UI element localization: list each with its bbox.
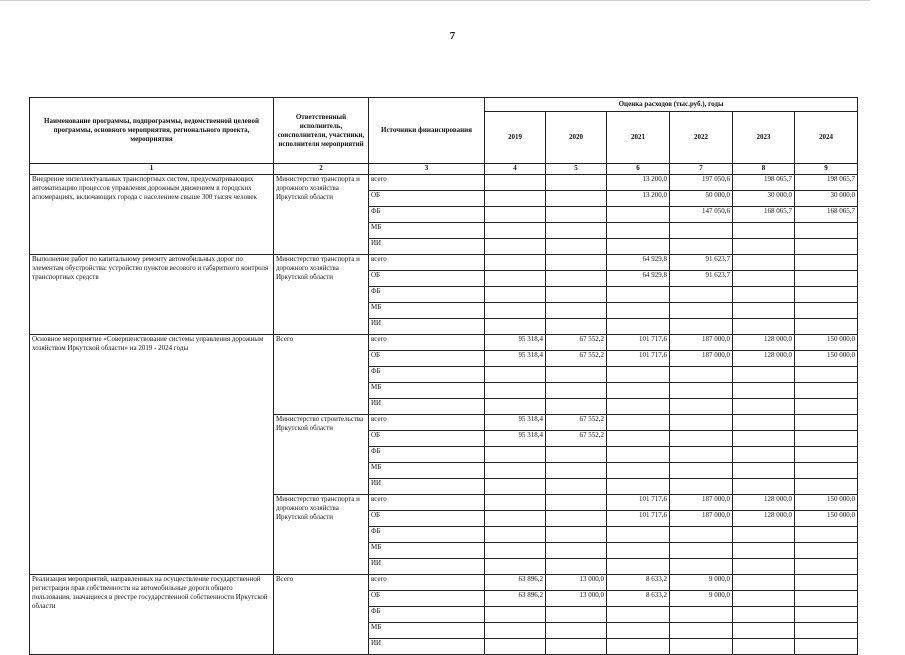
amount-cell: 30 000,0 [795, 191, 858, 207]
funding-source: ФБ [369, 207, 485, 223]
amount-cell: 13 000,0 [546, 575, 607, 591]
amount-cell [670, 287, 733, 303]
funding-source: ИИ [369, 239, 485, 255]
funding-source: ОБ [369, 431, 485, 447]
amount-cell: 101 717,6 [607, 511, 670, 527]
amount-cell [485, 223, 546, 239]
header-estimate: Оценка расходов (тыс.руб.), годы [485, 98, 858, 112]
amount-cell: 67 552,2 [546, 335, 607, 351]
amount-cell [485, 303, 546, 319]
funding-source: МБ [369, 223, 485, 239]
amount-cell: 187 000,0 [670, 495, 733, 511]
amount-cell [485, 639, 546, 655]
funding-source: всего [369, 175, 485, 191]
amount-cell [485, 527, 546, 543]
amount-cell [795, 463, 858, 479]
funding-source: МБ [369, 623, 485, 639]
amount-cell [546, 319, 607, 335]
amount-cell: 150 000,0 [795, 495, 858, 511]
column-index: 5 [546, 164, 607, 175]
amount-cell [733, 591, 795, 607]
amount-cell [795, 415, 858, 431]
activity-name: Выполнение работ по капитальному ремонту автомобильных дорог по элементам обустройства: устройство пунктов весового и габаритного контроля транспортных средств [30, 255, 274, 335]
header-year: 2021 [607, 112, 670, 164]
amount-cell [546, 511, 607, 527]
amount-cell [670, 223, 733, 239]
amount-cell [733, 287, 795, 303]
amount-cell: 9 000,0 [670, 591, 733, 607]
amount-cell [607, 223, 670, 239]
funding-source: всего [369, 255, 485, 271]
funding-source: всего [369, 495, 485, 511]
amount-cell: 64 929,8 [607, 271, 670, 287]
header-year: 2024 [795, 112, 858, 164]
amount-cell [670, 447, 733, 463]
responsible-executor: Министерство транспорта и дорожного хозяйства Иркутской области [274, 255, 369, 335]
amount-cell: 150 000,0 [795, 511, 858, 527]
amount-cell [733, 607, 795, 623]
table-row [30, 335, 858, 351]
amount-cell [546, 271, 607, 287]
amount-cell [546, 191, 607, 207]
amount-cell: 187 000,0 [670, 511, 733, 527]
amount-cell: 95 318,4 [485, 351, 546, 367]
amount-cell: 168 065,7 [795, 207, 858, 223]
amount-cell [546, 559, 607, 575]
funding-source: МБ [369, 303, 485, 319]
funding-source: всего [369, 575, 485, 591]
amount-cell [607, 383, 670, 399]
amount-cell [607, 319, 670, 335]
amount-cell [607, 479, 670, 495]
amount-cell [607, 639, 670, 655]
activity-name: Реализация мероприятий, направленных на осуществление государственной регистрации прав собственности на автомобильные дороги общего пользования, значащиеся в реестре государственной собственности Иркутской области [30, 575, 274, 655]
amount-cell [607, 431, 670, 447]
amount-cell [795, 255, 858, 271]
amount-cell [485, 495, 546, 511]
responsible-executor: Министерство транспорта и дорожного хозяйства Иркутской области [274, 495, 369, 575]
budget-table [29, 97, 858, 655]
amount-cell [670, 527, 733, 543]
amount-cell [733, 255, 795, 271]
amount-cell [485, 239, 546, 255]
amount-cell [733, 223, 795, 239]
amount-cell [485, 271, 546, 287]
amount-cell [733, 463, 795, 479]
amount-cell [670, 367, 733, 383]
amount-cell [485, 463, 546, 479]
amount-cell: 95 318,4 [485, 335, 546, 351]
amount-cell [670, 623, 733, 639]
amount-cell [795, 591, 858, 607]
funding-source: ФБ [369, 287, 485, 303]
amount-cell [485, 447, 546, 463]
amount-cell [733, 575, 795, 591]
amount-cell [485, 319, 546, 335]
table-row [30, 255, 858, 271]
amount-cell [670, 463, 733, 479]
amount-cell [733, 271, 795, 287]
amount-cell: 150 000,0 [795, 335, 858, 351]
amount-cell [670, 415, 733, 431]
header-year: 2022 [670, 112, 733, 164]
amount-cell [670, 639, 733, 655]
amount-cell: 128 000,0 [733, 351, 795, 367]
amount-cell [607, 303, 670, 319]
funding-source: ФБ [369, 527, 485, 543]
amount-cell [795, 479, 858, 495]
funding-source: ОБ [369, 511, 485, 527]
amount-cell [733, 447, 795, 463]
amount-cell [546, 367, 607, 383]
funding-source: ОБ [369, 191, 485, 207]
amount-cell [670, 479, 733, 495]
amount-cell: 9 000,0 [670, 575, 733, 591]
amount-cell [546, 207, 607, 223]
amount-cell [733, 527, 795, 543]
funding-source: ИИ [369, 319, 485, 335]
amount-cell [733, 399, 795, 415]
amount-cell [733, 367, 795, 383]
amount-cell [546, 479, 607, 495]
amount-cell [546, 543, 607, 559]
amount-cell [795, 399, 858, 415]
amount-cell [795, 383, 858, 399]
responsible-executor: Министерство транспорта и дорожного хозяйства Иркутской области [274, 175, 369, 255]
amount-cell: 198 065,7 [795, 175, 858, 191]
amount-cell [795, 303, 858, 319]
amount-cell [485, 559, 546, 575]
amount-cell [485, 367, 546, 383]
amount-cell [607, 207, 670, 223]
amount-cell [795, 559, 858, 575]
header-year: 2019 [485, 112, 546, 164]
amount-cell [607, 239, 670, 255]
amount-cell [607, 543, 670, 559]
header-source: Источники финансирования [369, 98, 485, 164]
amount-cell [795, 287, 858, 303]
funding-source: ИИ [369, 479, 485, 495]
amount-cell [670, 319, 733, 335]
header-name: Наименование программы, подпрограммы, ведомственной целевой программы, основного мероприятия, регионального проекта, мероприятия [30, 98, 274, 164]
amount-cell [546, 223, 607, 239]
amount-cell [795, 543, 858, 559]
funding-source: МБ [369, 543, 485, 559]
funding-source: МБ [369, 463, 485, 479]
column-index: 4 [485, 164, 546, 175]
activity-name: Основное мероприятие «Совершенствование системы управления дорожным хозяйством Иркутской области» на 2019 - 2024 годы [30, 335, 274, 575]
column-index: 2 [274, 164, 369, 175]
amount-cell [485, 543, 546, 559]
page-number: 7 [449, 30, 456, 42]
amount-cell [795, 223, 858, 239]
amount-cell [546, 639, 607, 655]
funding-source: ОБ [369, 591, 485, 607]
amount-cell: 30 000,0 [733, 191, 795, 207]
funding-source: ИИ [369, 399, 485, 415]
amount-cell [485, 175, 546, 191]
amount-cell [795, 639, 858, 655]
amount-cell: 128 000,0 [733, 335, 795, 351]
amount-cell [485, 191, 546, 207]
amount-cell: 187 000,0 [670, 335, 733, 351]
responsible-executor: Всего [274, 575, 369, 655]
amount-cell [607, 559, 670, 575]
amount-cell [607, 623, 670, 639]
column-index: 8 [733, 164, 795, 175]
amount-cell [546, 383, 607, 399]
amount-cell [733, 479, 795, 495]
amount-cell: 187 000,0 [670, 351, 733, 367]
column-index: 6 [607, 164, 670, 175]
amount-cell: 67 552,2 [546, 431, 607, 447]
amount-cell [795, 367, 858, 383]
amount-cell: 67 552,2 [546, 415, 607, 431]
amount-cell [485, 511, 546, 527]
amount-cell [546, 239, 607, 255]
funding-source: ФБ [369, 607, 485, 623]
amount-cell [546, 175, 607, 191]
amount-cell [485, 479, 546, 495]
amount-cell [485, 207, 546, 223]
responsible-executor: Министерство строительства Иркутской области [274, 415, 369, 495]
amount-cell: 13 000,0 [546, 591, 607, 607]
amount-cell [546, 287, 607, 303]
amount-cell: 91 623,7 [670, 271, 733, 287]
header-year: 2020 [546, 112, 607, 164]
funding-source: всего [369, 335, 485, 351]
responsible-executor: Всего [274, 335, 369, 415]
activity-name: Внедрение интеллектуальных транспортных систем, предусматривающих автоматизацию процессов управления дорожным движением в городских агломерациях, включающих города с населением свыше 300 тысяч человек [30, 175, 274, 255]
amount-cell [733, 431, 795, 447]
amount-cell [670, 399, 733, 415]
amount-cell [607, 527, 670, 543]
amount-cell: 95 318,4 [485, 415, 546, 431]
table-body [30, 175, 858, 655]
amount-cell [485, 383, 546, 399]
funding-source: ИИ [369, 639, 485, 655]
amount-cell: 101 717,6 [607, 351, 670, 367]
amount-cell: 128 000,0 [733, 495, 795, 511]
amount-cell: 128 000,0 [733, 511, 795, 527]
amount-cell: 197 050,6 [670, 175, 733, 191]
column-index: 3 [369, 164, 485, 175]
amount-cell: 198 065,7 [733, 175, 795, 191]
amount-cell [670, 607, 733, 623]
amount-cell [795, 623, 858, 639]
amount-cell [670, 559, 733, 575]
amount-cell [485, 287, 546, 303]
amount-cell: 168 065,7 [733, 207, 795, 223]
amount-cell [485, 255, 546, 271]
amount-cell: 13 200,0 [607, 175, 670, 191]
amount-cell [733, 319, 795, 335]
amount-cell [795, 319, 858, 335]
amount-cell [607, 287, 670, 303]
amount-cell [670, 239, 733, 255]
amount-cell: 13 200,0 [607, 191, 670, 207]
amount-cell [546, 255, 607, 271]
column-index: 9 [795, 164, 858, 175]
amount-cell [795, 271, 858, 287]
amount-cell [670, 303, 733, 319]
amount-cell [546, 463, 607, 479]
column-index: 1 [30, 164, 274, 175]
amount-cell [607, 447, 670, 463]
amount-cell: 95 318,4 [485, 431, 546, 447]
amount-cell [795, 607, 858, 623]
amount-cell [546, 399, 607, 415]
funding-source: МБ [369, 383, 485, 399]
amount-cell [607, 367, 670, 383]
amount-cell: 67 552,2 [546, 351, 607, 367]
header-year: 2023 [733, 112, 795, 164]
funding-source: ИИ [369, 559, 485, 575]
amount-cell: 63 896,2 [485, 591, 546, 607]
amount-cell [795, 447, 858, 463]
amount-cell [795, 239, 858, 255]
table-row [30, 175, 858, 191]
amount-cell [733, 303, 795, 319]
amount-cell: 101 717,6 [607, 335, 670, 351]
amount-cell [546, 623, 607, 639]
amount-cell: 8 633,2 [607, 591, 670, 607]
amount-cell: 101 717,6 [607, 495, 670, 511]
amount-cell: 50 000,0 [670, 191, 733, 207]
top-rule [0, 0, 870, 1]
amount-cell [607, 415, 670, 431]
table-row [30, 575, 858, 591]
funding-source: ОБ [369, 351, 485, 367]
amount-cell [733, 383, 795, 399]
amount-cell [546, 303, 607, 319]
funding-source: ОБ [369, 271, 485, 287]
column-index: 7 [670, 164, 733, 175]
amount-cell [485, 399, 546, 415]
amount-cell [795, 527, 858, 543]
amount-cell [485, 623, 546, 639]
amount-cell [546, 495, 607, 511]
amount-cell [607, 399, 670, 415]
amount-cell [546, 607, 607, 623]
amount-cell [733, 623, 795, 639]
amount-cell: 150 000,0 [795, 351, 858, 367]
amount-cell [733, 639, 795, 655]
amount-cell: 91 623,7 [670, 255, 733, 271]
amount-cell [670, 543, 733, 559]
amount-cell [795, 431, 858, 447]
amount-cell [733, 415, 795, 431]
amount-cell [607, 463, 670, 479]
amount-cell [670, 431, 733, 447]
amount-cell [607, 607, 670, 623]
amount-cell [795, 575, 858, 591]
amount-cell [485, 607, 546, 623]
amount-cell [733, 559, 795, 575]
amount-cell: 8 633,2 [607, 575, 670, 591]
amount-cell [546, 447, 607, 463]
amount-cell: 63 896,2 [485, 575, 546, 591]
funding-source: ФБ [369, 447, 485, 463]
amount-cell [733, 239, 795, 255]
funding-source: всего [369, 415, 485, 431]
amount-cell [546, 527, 607, 543]
amount-cell [733, 543, 795, 559]
amount-cell: 64 929,8 [607, 255, 670, 271]
amount-cell [670, 383, 733, 399]
header-responsible: Ответственный исполнитель, соисполнители, участники, исполнители мероприятий [274, 98, 369, 164]
funding-source: ФБ [369, 367, 485, 383]
amount-cell: 147 050,6 [670, 207, 733, 223]
